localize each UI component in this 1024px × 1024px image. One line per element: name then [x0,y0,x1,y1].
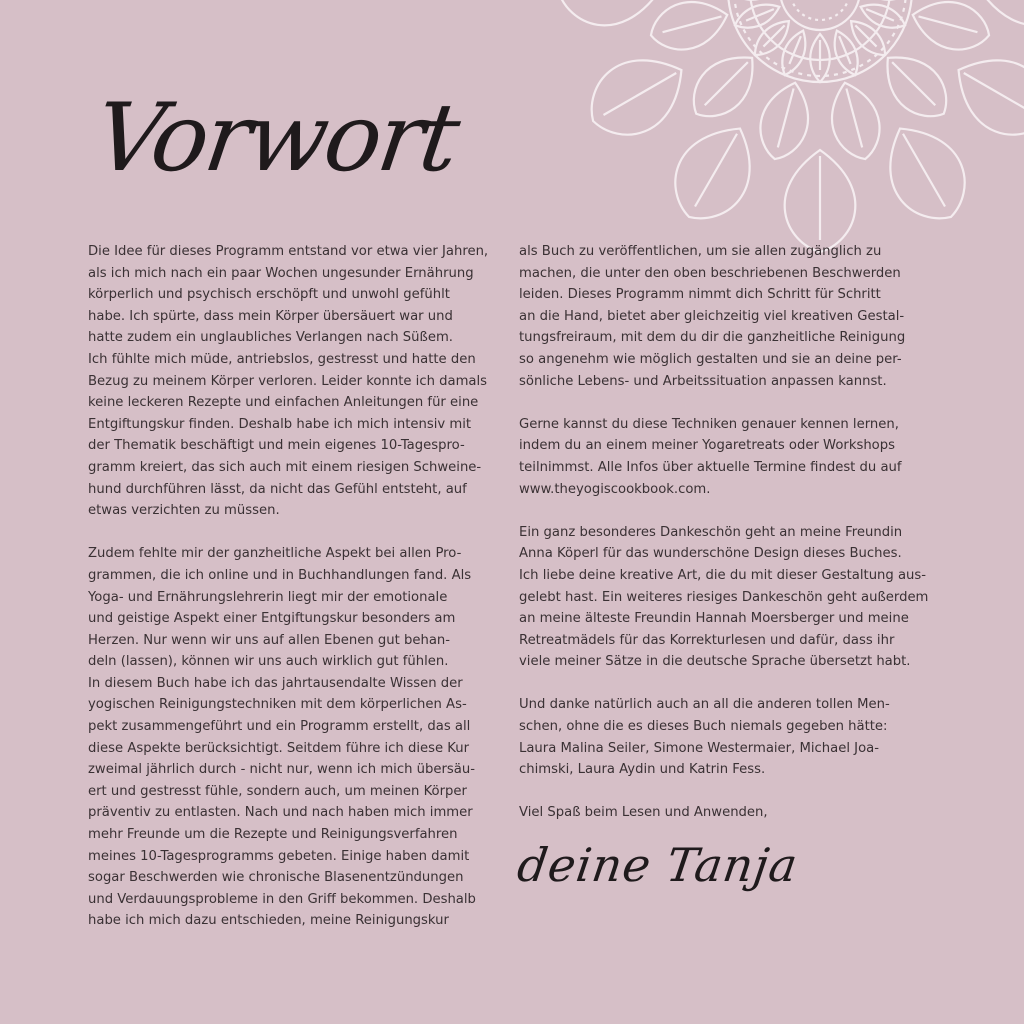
mandala-vein [705,62,748,105]
mandala-vein [778,89,794,148]
text-line: Gerne kannst du diese Techniken genauer kennen lernen, [519,416,899,432]
text-line: schen, ohne die es dieses Buch niemals gegeben hätte: [519,719,888,735]
mandala-petal [907,0,995,58]
text-column-left [88,241,488,954]
text-line: zweimal jährlich durch - nicht nur, wenn ich mich übersäu- [88,762,475,778]
text-line: Viel Spaß beim Lesen und Anwenden, [519,805,768,821]
text-line: etwas verzichten zu müssen. [88,503,280,519]
signature: deine Tanja [514,838,802,892]
text-line: ert und gestresst fühle, sondern auch, um meinen Körper [88,783,467,799]
text-line: der Thematik beschäftigt und mein eigenes 10-Tagespro- [88,438,465,454]
text-line: grammen, die ich online und in Buchhandlungen fand. Als [88,567,472,583]
text-line: Ein ganz besonderes Dankeschön geht an meine Freundin [519,524,903,540]
text-line: hund durchführen lässt, da nicht das Gefühl entsteht, auf [88,481,467,497]
text-line: keine leckeren Rezepte und einfachen Anleitungen für eine [88,395,479,411]
text-line: Retreatmädels für das Korrekturlesen und dafür, dass ihr [519,632,895,648]
mandala-petal [980,0,1024,25]
text-line: sogar Beschwerden wie chronische Blasenentzündungen [88,870,464,886]
text-line: Herzen. Nur wenn wir uns auf allen Ebenen gut behan- [88,632,451,648]
text-line: Die Idee für dieses Programm entstand vor etwa vier Jahren, [88,244,489,259]
paragraph [88,543,488,932]
text-line: deln (lassen), können wir uns auch wirklich gut fühlen. [88,654,449,670]
text-line: Anna Köperl für das wunderschöne Design dieses Buches. [519,546,902,562]
mandala-vein [919,16,978,32]
text-line: teilnimmst. Alle Infos über aktuelle Termine findest du auf [519,459,902,475]
text-line: pekt zusammengeführt und ein Programm erstellt, das all [88,719,471,735]
text-line: meines 10-Tagesprogramms gebeten. Einige haben damit [88,848,470,864]
mandala-vein [603,73,676,115]
mandala-vein [964,73,1024,115]
mandala-ornament [550,0,1024,260]
mandala-petal [645,0,733,58]
text-line: und geistige Aspekt einer Entgiftungskur besonders am [88,611,456,627]
text-line: diese Aspekte berücksichtigt. Seitdem führe ich diese Kur [88,740,470,756]
text-line: an meine älteste Freundin Hannah Moersberger und meine [519,611,909,627]
text-line: machen, die unter den oben beschriebenen Beschwerden [519,265,901,281]
page-title: Vorwort [88,84,464,193]
mandala-vein [892,62,935,105]
text-line: yogischen Reinigungstechniken mit dem körperlichen As- [88,697,467,713]
text-line: Und danke natürlich auch an all die anderen tollen Men- [519,697,890,713]
mandala-vein [695,134,737,207]
mandala-petal [558,0,660,25]
text-line: Ich fühlte mich müde, antriebslos, gestresst und hatte den [88,351,476,367]
text-line: Bezug zu meinem Körper verloren. Leider konnte ich damals [88,373,488,389]
text-line: mehr Freunde um die Rezepte und Reinigungsverfahren [88,827,458,843]
paragraph [519,241,919,392]
text-line: präventiv zu entlasten. Nach und nach haben mich immer [88,805,473,821]
text-line: chimski, Laura Aydin und Katrin Fess. [519,762,766,778]
text-line: als ich mich nach ein paar Wochen ungesunder Ernährung [88,265,474,281]
paragraph [519,522,929,673]
text-line: Yoga- und Ernährungslehrerin liegt mir der emotionale [88,589,448,605]
text-line: körperlich und psychisch erschöpft und unwohl gefühlt [88,287,450,303]
paragraph [519,802,919,824]
text-line: Zudem fehlte mir der ganzheitliche Aspekt bei allen Pro- [88,546,462,562]
paragraph [519,694,919,780]
mandala-vein [663,16,722,32]
text-line: indem du an einem meiner Yogaretreats oder Workshops [519,438,895,454]
text-line: habe ich mich dazu entschieden, meine Reinigungskur [88,913,449,929]
text-line: Laura Malina Seiler, Simone Westermaier, Michael Joa- [519,740,879,756]
text-line: leiden. Dieses Programm nimmt dich Schritt für Schritt [519,287,881,303]
text-line: In diesem Buch habe ich das jahrtausendalte Wissen der [88,675,463,691]
text-line: und Verdauungsprobleme in den Griff bekommen. Deshalb [88,891,476,907]
text-line: gelebt hast. Ein weiteres riesiges Dankeschön geht außerdem [519,589,929,605]
text-line: an die Hand, bietet aber gleichzeitig viel kreativen Gestal- [519,308,905,324]
text-line: hatte zudem ein unglaubliches Verlangen nach Süßem. [88,330,453,346]
mandala-petal [941,39,1024,151]
text-line: Ich liebe deine kreative Art, die du mit dieser Gestaltung aus- [519,567,927,583]
text-line: www.theyogiscookbook.com. [519,481,711,497]
text-line: habe. Ich spürte, dass mein Körper übersäuert war und [88,308,453,324]
paragraph [88,241,488,522]
text-line: sönliche Lebens- und Arbeitssituation anpassen kannst. [519,373,887,389]
text-line: viele meiner Sätze in die deutsche Sprache übersetzt habt. [519,654,911,670]
text-line: so angenehm wie möglich gestalten und sie an deine per- [519,351,902,367]
text-line: als Buch zu veröffentlichen, um sie allen zugänglich zu [519,244,882,259]
text-line: Entgiftungskur finden. Deshalb habe ich mich intensiv mit [88,416,472,432]
text-column-right [519,241,929,846]
mandala-vein [903,134,945,207]
text-line: gramm kreiert, das sich auch mit einem riesigen Schweine- [88,459,482,475]
paragraph [519,414,919,500]
mandala-vein [846,89,862,148]
text-line: tungsfreiraum, mit dem du dir die ganzheitliche Reinigung [519,330,906,346]
